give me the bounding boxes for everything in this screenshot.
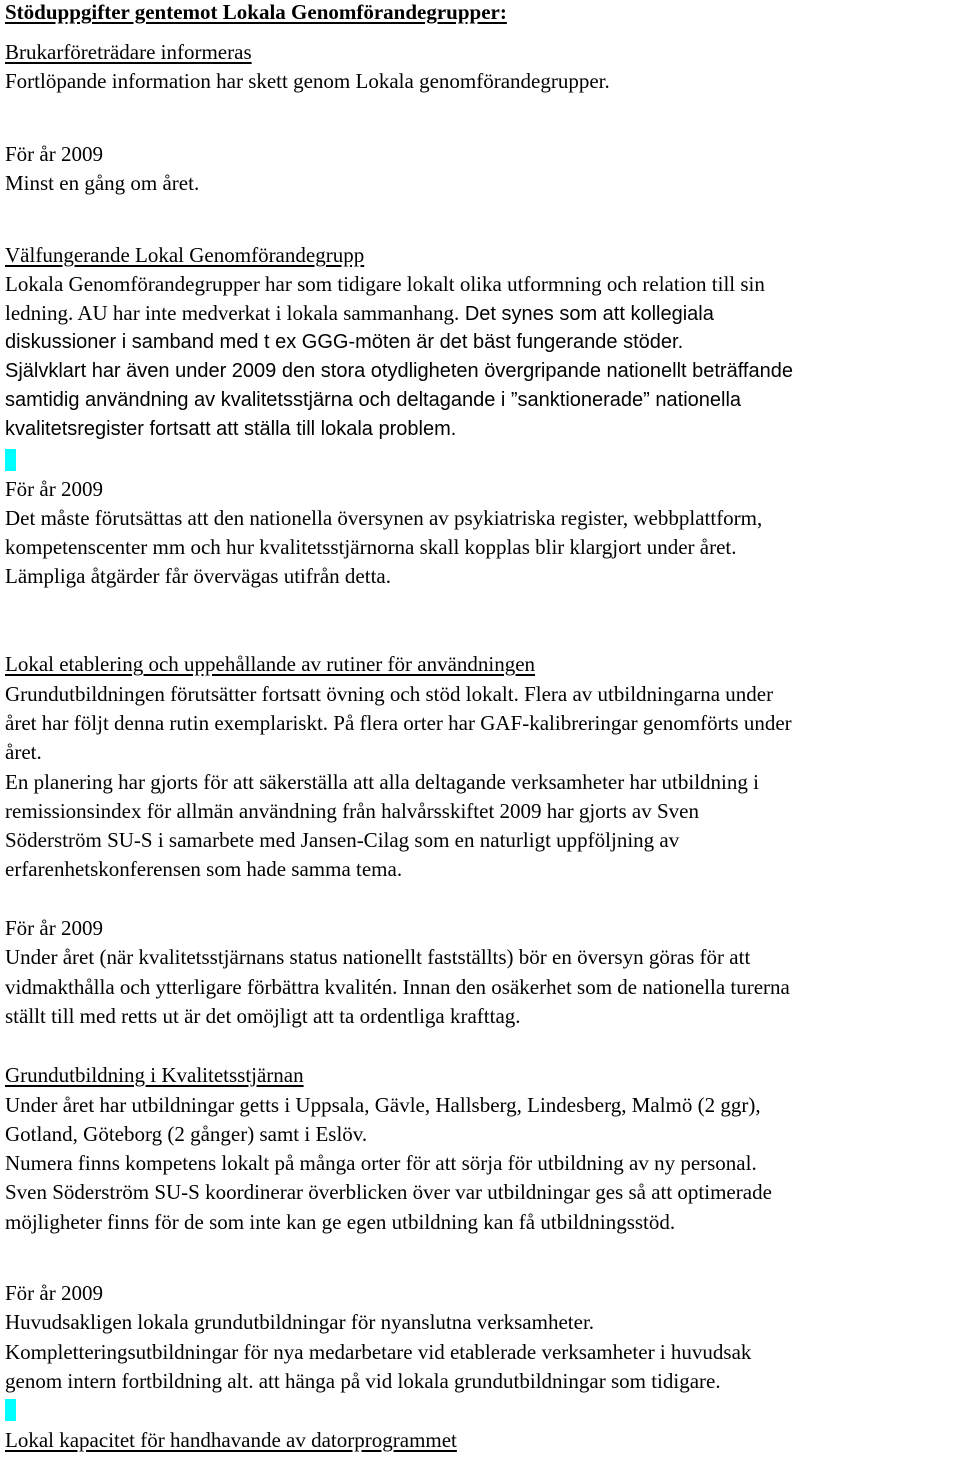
paragraph-line: året har följt denna rutin exemplariskt. På flera orter har GAF-kalibreringar genomförts under bbox=[5, 711, 792, 735]
paragraph-line: genom intern fortbildning alt. att hänga på vid lokala grundutbildningar som tidigare. bbox=[5, 1369, 721, 1393]
section-heading-local-routines: Lokal etablering och uppehållande av rutiner för användningen bbox=[5, 652, 536, 676]
paragraph-line: Numera finns kompetens lokalt på många orter för att sörja för utbildning av ny personal. bbox=[5, 1151, 757, 1175]
paragraph-line: Det måste förutsättas att den nationella översynen av psykiatriska register, webbplattform, bbox=[5, 506, 763, 530]
paragraph-line: Gotland, Göteborg (2 gånger) samt i Eslöv. bbox=[5, 1122, 368, 1146]
paragraph-line: samtidig användning av kvalitetsstjärna och deltagande i ”sanktionerade” nationella bbox=[5, 389, 742, 411]
paragraph-line: Sven Söderström SU-S koordinerar överblicken över var utbildningar ges så att optimerade bbox=[5, 1180, 772, 1204]
section-heading-user-representatives: Brukarföreträdare informeras bbox=[5, 40, 252, 64]
paragraph-line: En planering har gjorts för att säkerställa att alla deltagande verksamheter har utbildning i bbox=[5, 770, 759, 794]
section-heading-local-group: Välfungerande Lokal Genomförandegrupp bbox=[5, 243, 365, 267]
text-run: ledning. AU har inte medverkat i lokala sammanhang. bbox=[5, 301, 460, 325]
paragraph-line: Söderström SU-S i samarbete med Jansen-Cilag som en naturligt uppföljning av bbox=[5, 828, 680, 852]
text-run: Det synes som att kollegiala bbox=[459, 303, 714, 325]
paragraph-line: Minst en gång om året. bbox=[5, 171, 200, 195]
year-heading: För år 2009 bbox=[5, 142, 103, 166]
paragraph-line: Under året har utbildningar getts i Uppsala, Gävle, Hallsberg, Lindesberg, Malmö (2 ggr), bbox=[5, 1093, 761, 1117]
paragraph-line: ställt till med retts ut är det omöjligt att ta ordentliga krafttag. bbox=[5, 1004, 521, 1028]
paragraph-line: Grundutbildningen förutsätter fortsatt övning och stöd lokalt. Flera av utbildningarna under bbox=[5, 682, 774, 706]
paragraph-line: kvalitetsregister fortsatt att ställa till lokala problem. bbox=[5, 418, 457, 440]
section-heading-basic-training: Grundutbildning i Kvalitetsstjärnan bbox=[5, 1063, 304, 1087]
section-heading-local-capacity: Lokal kapacitet för handhavande av datorprogrammet bbox=[5, 1428, 457, 1452]
paragraph-line: Självklart har även under 2009 den stora otydligheten övergripande nationellt beträffande bbox=[5, 360, 793, 382]
paragraph-line: året. bbox=[5, 740, 42, 764]
paragraph-line: Under året (när kvalitetsstjärnans status nationellt fastställts) bör en översyn göras för att bbox=[5, 945, 751, 969]
paragraph-line: remissionsindex för allmän användning från halvårsskiftet 2009 har gjorts av Sven bbox=[5, 799, 700, 823]
paragraph-line: Kompletteringsutbildningar för nya medarbetare vid etablerade verksamheter i huvudsak bbox=[5, 1340, 752, 1364]
highlight-marker bbox=[5, 449, 16, 471]
paragraph-line: erfarenhetskonferensen som hade samma tema. bbox=[5, 857, 403, 881]
paragraph-line: Lokala Genomförandegrupper har som tidigare lokalt olika utformning och relation till sin bbox=[5, 272, 765, 296]
paragraph-line: kompetenscenter mm och hur kvalitetsstjärnorna skall kopplas blir klargjort under året. bbox=[5, 535, 737, 559]
paragraph-line: möjligheter finns för de som inte kan ge egen utbildning kan få utbildningsstöd. bbox=[5, 1210, 676, 1234]
document-main-heading: Stöduppgifter gentemot Lokala Genomförandegrupper: bbox=[5, 0, 507, 24]
year-heading: För år 2009 bbox=[5, 477, 103, 501]
year-heading: För år 2009 bbox=[5, 916, 103, 940]
paragraph-line: Huvudsakligen lokala grundutbildningar för nyanslutna verksamheter. bbox=[5, 1310, 595, 1334]
paragraph-line bbox=[5, 299, 714, 329]
paragraph-line: Fortlöpande information har skett genom Lokala genomförandegrupper. bbox=[5, 69, 610, 93]
paragraph-line: diskussioner i samband med t ex GGG-möten är det bäst fungerande stöder. bbox=[5, 331, 684, 353]
paragraph-line: Lämpliga åtgärder får övervägas utifrån detta. bbox=[5, 564, 391, 588]
paragraph-line: vidmakthålla och ytterligare förbättra kvalitén. Innan den osäkerhet som de nationella turerna bbox=[5, 975, 790, 999]
year-heading: För år 2009 bbox=[5, 1281, 103, 1305]
highlight-marker bbox=[5, 1399, 16, 1421]
